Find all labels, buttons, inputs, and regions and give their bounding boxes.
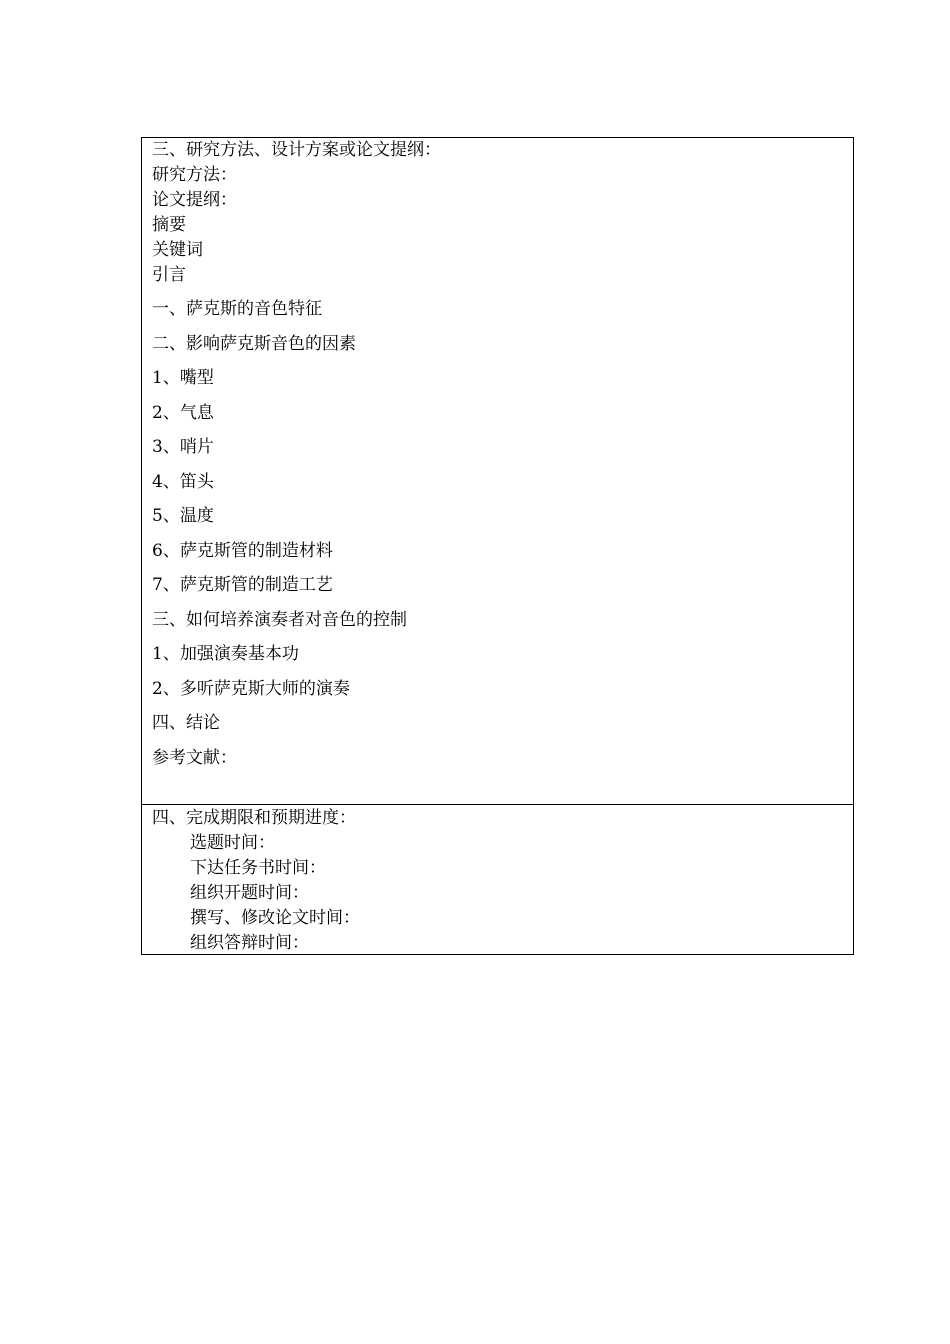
introduction-item: 引言 — [152, 265, 186, 285]
schedule-item: 组织答辩时间： — [190, 933, 309, 953]
schedule-item: 组织开题时间： — [190, 883, 309, 903]
outline-item: 6、萨克斯管的制造材料 — [152, 541, 333, 561]
keywords-item: 关键词 — [152, 240, 203, 260]
outline-item: 一、萨克斯的音色特征 — [152, 299, 322, 319]
proposal-form-table — [141, 137, 854, 955]
schedule-item: 选题时间： — [190, 833, 275, 853]
outline-item: 三、如何培养演奏者对音色的控制 — [152, 610, 407, 630]
schedule-section — [142, 805, 853, 954]
outline-item: 二、影响萨克斯音色的因素 — [152, 334, 356, 354]
outline-item: 1、加强演奏基本功 — [152, 644, 299, 664]
outline-item: 2、多听萨克斯大师的演奏 — [152, 679, 350, 699]
outline-item: 7、萨克斯管的制造工艺 — [152, 575, 333, 595]
outline-item: 5、温度 — [152, 506, 214, 526]
section-heading: 三、研究方法、设计方案或论文提纲： — [152, 140, 441, 160]
outline-item: 4、笛头 — [152, 472, 214, 492]
section-heading: 四、完成期限和预期进度： — [152, 808, 356, 828]
schedule-item: 下达任务书时间： — [190, 858, 326, 878]
outline-label: 论文提纲： — [152, 190, 237, 210]
outline-item: 2、气息 — [152, 403, 214, 423]
method-label: 研究方法： — [152, 165, 237, 185]
abstract-item: 摘要 — [152, 215, 186, 235]
research-method-section — [142, 138, 853, 805]
references-label: 参考文献： — [152, 748, 237, 768]
outline-item: 四、结论 — [152, 713, 220, 733]
outline-item: 3、哨片 — [152, 437, 214, 457]
schedule-item: 撰写、修改论文时间： — [190, 908, 360, 928]
outline-item: 1、嘴型 — [152, 368, 214, 388]
